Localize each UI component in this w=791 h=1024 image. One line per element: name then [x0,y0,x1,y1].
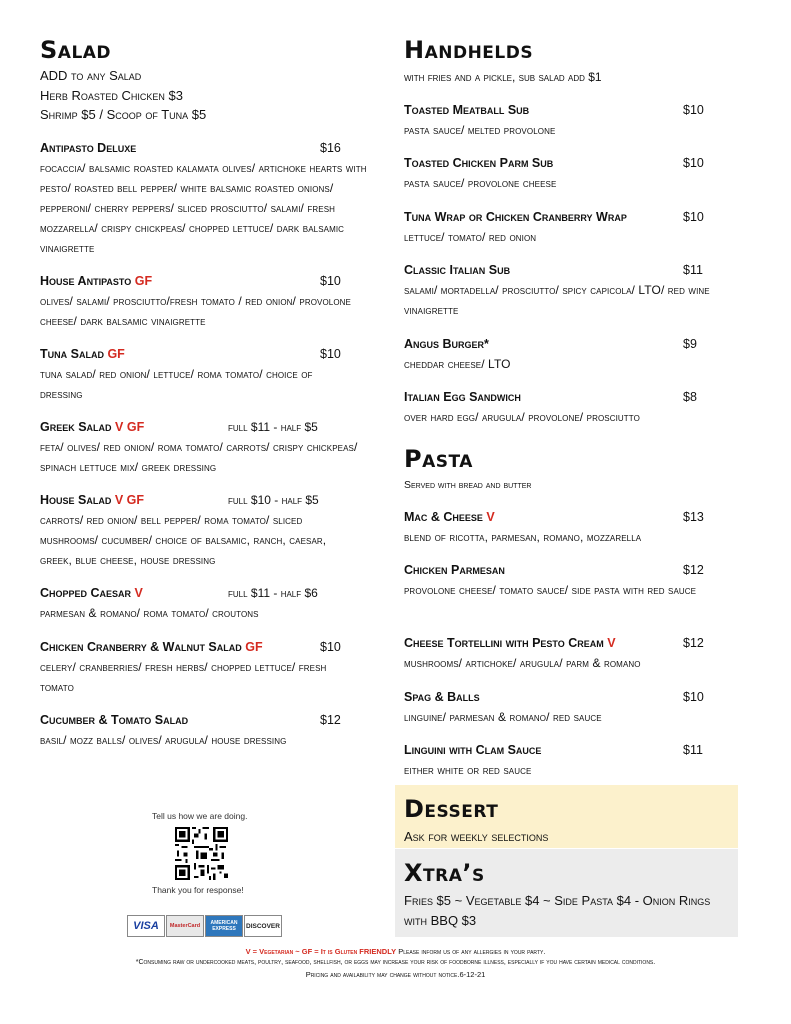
menu-item-price: $11 [683,743,703,757]
consumption-warning: *Consuming raw or undercooked meats, poultry, seafood, shellfish, or eggs may increase your risk of foodborne illness, especially if you have certain medical conditions. [135,959,656,966]
amex-card-icon: AMERICAN EXPRESS [205,915,243,937]
salad-add-chicken: Herb Roasted Chicken $3 [40,88,183,103]
menu-item-description: over hard egg/ arugula/ provolone/ prosciutto [404,410,640,424]
salad-title: Salad [40,36,112,64]
menu-item-description: blend of ricotta, parmesan, romano, mozzarella [404,530,642,544]
menu-item-name: Cheese Tortellini with Pesto Cream V [404,636,616,650]
menu-item-price: $10 [683,210,704,224]
discover-card-icon: DISCOVER [244,915,282,937]
dietary-tag: V [134,586,143,600]
menu-item-price: $9 [683,337,697,351]
menu-item-price: $10 [683,690,704,704]
visa-card-icon: VISA [127,915,165,937]
menu-item-price: $16 [320,141,341,155]
dietary-tag: GF [107,347,125,361]
xtras-line-1: Fries $5 ~ Vegetable $4 ~ Side Pasta $4 - Onion Rings [404,893,711,908]
menu-item-name: Chicken Cranberry & Walnut Salad GF [40,640,263,654]
menu-item-name: Spag & Balls [404,690,480,704]
menu-item-description: mushrooms/ artichoke/ arugula/ parm & romano [404,656,641,670]
menu-item-description: parmesan & romano/ roma tomato/ croutons [40,606,259,620]
menu-item-name: Classic Italian Sub [404,263,511,277]
menu-item-price: $13 [683,510,704,524]
salad-add-shrimp-tuna: Shrimp $5 / Scoop of Tuna $5 [40,107,207,122]
menu-item-price: $10 [683,156,704,170]
pasta-intro: Served with bread and butter [404,479,532,491]
menu-item-price: $10 [320,640,341,654]
pasta-title: Pasta [404,445,473,473]
menu-item-description: pasta sauce/ melted provolone [404,123,556,137]
menu-item-price: $10 [320,274,341,288]
dietary-tag: V GF [115,420,145,434]
dessert-title: Dessert [404,795,499,823]
handhelds-intro: with fries and a pickle, sub salad add $1 [404,70,602,84]
menu-item-name: Tuna Wrap or Chicken Cranberry Wrap [404,210,627,224]
feedback-thanks: Thank you for response! [152,885,244,895]
menu-item-name: Antipasto Deluxe [40,141,137,155]
dessert-section [395,785,738,848]
menu-item-description: pasta sauce/ provolone cheese [404,176,557,190]
dessert-text: Ask for weekly selections [404,829,549,844]
dietary-legend: V = Vegetarian ~ GF = It is Gluten FRIENDLY Please inform us of any allergies in your party. [245,947,546,956]
menu-item-description: linguine/ parmesan & romano/ red sauce [404,710,602,724]
menu-item-description: salami/ mortadella/ prosciutto/ spicy capicola/ LTO/ red wine vinaigrette [404,283,710,317]
menu-item-description: provolone cheese/ tomato sauce/ side pasta with red sauce [404,583,697,597]
menu-item-name: Toasted Meatball Sub [404,103,530,117]
menu-item-name: Italian Egg Sandwich [404,390,521,404]
menu-item-name: Greek Salad V GF [40,420,145,434]
pricing-notice: Pricing and availability may change without notice.6-12-21 [305,970,486,979]
menu-item-description: lettuce/ tomato/ red onion [404,230,537,244]
dietary-tag: GF [134,274,153,288]
menu-item-name: Cucumber & Tomato Salad [40,713,189,727]
menu-item-description: olives/ salami/ prosciutto/fresh tomato / red onion/ provolone cheese/ dark balsamic vinaigrette [40,294,351,328]
dietary-tag: V [486,510,495,524]
qr-code-icon[interactable] [175,827,228,880]
dietary-tag: V [607,636,616,650]
menu-item-description: tuna salad/ red onion/ lettuce/ roma tomato/ choice of dressing [40,367,313,401]
dietary-tag: V GF [114,493,144,507]
menu-item-price: $11 [683,263,703,277]
xtras-section [395,849,738,937]
xtras-line-2: with BBQ $3 [404,913,477,928]
xtras-title: Xtra’s [404,859,485,887]
menu-item-name: Angus Burger* [404,337,489,351]
half-full-price: full $11 - half $5 [228,420,318,434]
menu-item-description: celery/ cranberries/ fresh herbs/ chopped lettuce/ fresh tomato [40,660,327,694]
menu-item-name: Chicken Parmesan [404,563,505,577]
menu-item-description: cheddar cheese/ LTO [404,357,511,371]
handhelds-title: Handhelds [404,36,534,64]
mastercard-icon: MasterCard [166,915,204,937]
menu-item-name: Toasted Chicken Parm Sub [404,156,554,170]
dietary-tag: GF [245,640,263,654]
menu-item-name: Linguini with Clam Sauce [404,743,542,757]
menu-item-price: $10 [320,347,341,361]
menu-item-description: either white or red sauce [404,763,532,777]
menu-item-description: basil/ mozz balls/ olives/ arugula/ house dressing [40,733,287,747]
menu-item-price: $10 [683,103,704,117]
menu-item-price: $12 [683,636,704,650]
menu-item-name: Tuna Salad GF [40,347,125,361]
menu-item-description: carrots/ red onion/ bell pepper/ roma tomato/ sliced mushrooms/ cucumber/ choice of balsamic, ranch, caesar, greek, blue cheese, house dressing [40,513,327,567]
menu-item-name: House Salad V GF [40,493,144,507]
feedback-prompt: Tell us how we are doing. [152,811,248,821]
half-full-price: full $10 - half $5 [228,493,319,507]
menu-item-price: $12 [683,563,704,577]
salad-add-note: ADD to any Salad [40,68,142,83]
menu-item-description: focaccia/ balsamic roasted kalamata olives/ artichoke hearts with pesto/ roasted bell pepper/ white balsamic roasted onions/ pepperoni/ cherry peppers/ sliced prosciutto/ salami/ fresh mozzarella/ crispy chickpeas/ chopped lettuce/ dark balsamic vinaigrette [40,161,367,255]
half-full-price: full $11 - half $6 [228,586,318,600]
menu-item-name: Chopped Caesar V [40,586,143,600]
menu-item-name: Mac & Cheese V [404,510,495,524]
menu-item-name: House Antipasto GF [40,274,153,288]
menu-item-price: $12 [320,713,341,727]
menu-item-price: $8 [683,390,697,404]
menu-item-description: feta/ olives/ red onion/ roma tomato/ carrots/ crispy chickpeas/ spinach lettuce mix/ greek dressing [40,440,358,474]
